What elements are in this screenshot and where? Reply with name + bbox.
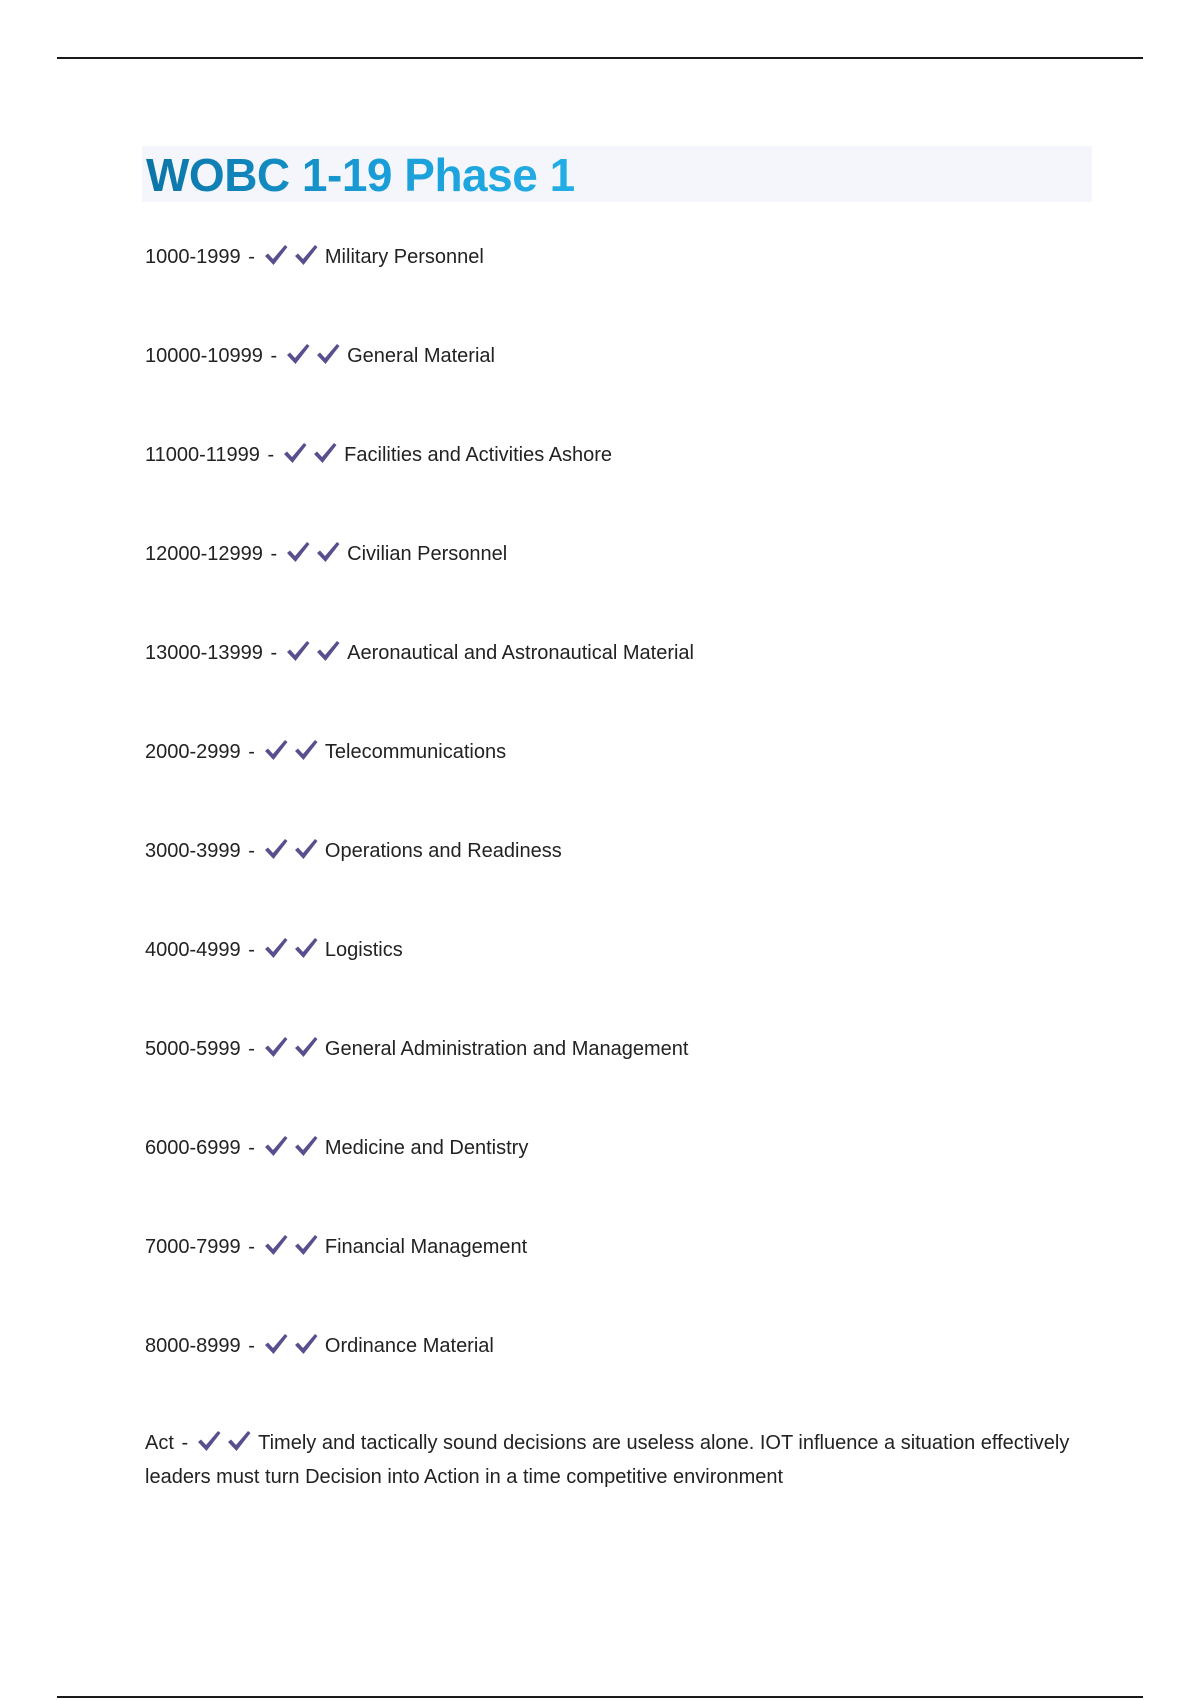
item-separator: -	[248, 939, 255, 961]
check-mark-icon	[263, 1134, 289, 1158]
check-mark-icon	[196, 1429, 222, 1453]
item-definition: Operations and Readiness	[324, 840, 562, 862]
item-term: 4000-4999	[145, 939, 241, 961]
list-item	[145, 737, 1075, 771]
list-item	[145, 1133, 1075, 1167]
item-term: 3000-3999	[145, 840, 241, 862]
list-item	[145, 638, 1075, 672]
item-separator: -	[248, 1137, 255, 1159]
item-definition: General Administration and Management	[324, 1038, 689, 1060]
check-marks	[285, 540, 345, 573]
item-term: 10000-10999	[145, 345, 263, 367]
check-mark-icon	[263, 1233, 289, 1257]
check-mark-icon	[315, 639, 341, 663]
check-mark-icon	[263, 738, 289, 762]
check-marks	[196, 1429, 256, 1462]
check-mark-icon	[293, 738, 319, 762]
item-definition: Aeronautical and Astronautical Material	[347, 642, 694, 664]
item-separator: -	[248, 1038, 255, 1060]
item-separator: -	[267, 444, 275, 466]
check-marks	[263, 936, 323, 969]
item-term: 2000-2999	[145, 741, 241, 763]
check-marks	[263, 1134, 323, 1167]
check-marks	[263, 1332, 323, 1365]
check-marks	[285, 342, 345, 375]
item-definition: Medicine and Dentistry	[324, 1137, 529, 1159]
item-separator: -	[270, 642, 278, 664]
item-separator: -	[248, 1236, 255, 1258]
item-term: 1000-1999	[145, 246, 241, 268]
list-item	[145, 836, 1075, 870]
qa-list	[145, 242, 1075, 1557]
top-rule	[57, 57, 1143, 59]
item-separator: -	[248, 1335, 255, 1357]
check-marks	[282, 441, 342, 474]
check-mark-icon	[263, 837, 289, 861]
item-definition: Military Personnel	[324, 246, 484, 268]
item-separator: -	[248, 840, 255, 862]
list-item	[145, 242, 1075, 276]
item-term: 11000-11999	[145, 444, 260, 466]
list-item	[145, 935, 1075, 969]
check-marks	[263, 1233, 323, 1266]
check-mark-icon	[263, 1332, 289, 1356]
bottom-rule	[57, 1696, 1143, 1698]
check-mark-icon	[293, 936, 319, 960]
item-definition: Logistics	[324, 939, 403, 961]
item-separator: -	[270, 345, 278, 367]
item-separator: -	[248, 741, 255, 763]
check-mark-icon	[285, 540, 311, 564]
list-item	[145, 440, 1075, 474]
item-term: 13000-13999	[145, 642, 263, 664]
item-term: 8000-8999	[145, 1335, 241, 1357]
page-title: WOBC 1-19 Phase 1	[146, 149, 575, 201]
item-term: 6000-6999	[145, 1137, 241, 1159]
item-definition: Ordinance Material	[324, 1335, 494, 1357]
check-mark-icon	[282, 441, 308, 465]
check-mark-icon	[293, 1134, 319, 1158]
check-marks	[263, 738, 323, 771]
check-mark-icon	[285, 342, 311, 366]
check-mark-icon	[315, 342, 341, 366]
check-marks	[285, 639, 345, 672]
check-mark-icon	[312, 441, 338, 465]
list-item	[145, 1034, 1075, 1068]
check-mark-icon	[285, 639, 311, 663]
list-item	[145, 1428, 1075, 1492]
item-definition: Financial Management	[324, 1236, 528, 1258]
item-definition: Civilian Personnel	[347, 543, 508, 565]
item-definition: Timely and tactically sound decisions are useless alone. IOT influence a situation effectively leaders must turn Decision into Action in a time competitive environment	[145, 1432, 1070, 1488]
check-marks	[263, 243, 323, 276]
check-mark-icon	[293, 1233, 319, 1257]
check-mark-icon	[315, 540, 341, 564]
check-marks	[263, 837, 323, 870]
check-mark-icon	[293, 243, 319, 267]
item-term: Act	[145, 1432, 174, 1454]
check-mark-icon	[293, 1332, 319, 1356]
check-mark-icon	[293, 1035, 319, 1059]
list-item	[145, 1232, 1075, 1266]
check-mark-icon	[226, 1429, 252, 1453]
item-term: 7000-7999	[145, 1236, 241, 1258]
item-term: 5000-5999	[145, 1038, 241, 1060]
item-separator: -	[248, 246, 255, 268]
list-item	[145, 341, 1075, 375]
item-definition: General Material	[347, 345, 495, 367]
check-mark-icon	[263, 243, 289, 267]
item-separator: -	[181, 1432, 189, 1454]
check-mark-icon	[293, 837, 319, 861]
item-separator: -	[270, 543, 278, 565]
item-definition: Telecommunications	[324, 741, 507, 763]
check-mark-icon	[263, 936, 289, 960]
list-item	[145, 1331, 1075, 1365]
item-definition: Facilities and Activities Ashore	[344, 444, 613, 466]
check-mark-icon	[263, 1035, 289, 1059]
check-marks	[263, 1035, 323, 1068]
list-item	[145, 539, 1075, 573]
item-term: 12000-12999	[145, 543, 263, 565]
